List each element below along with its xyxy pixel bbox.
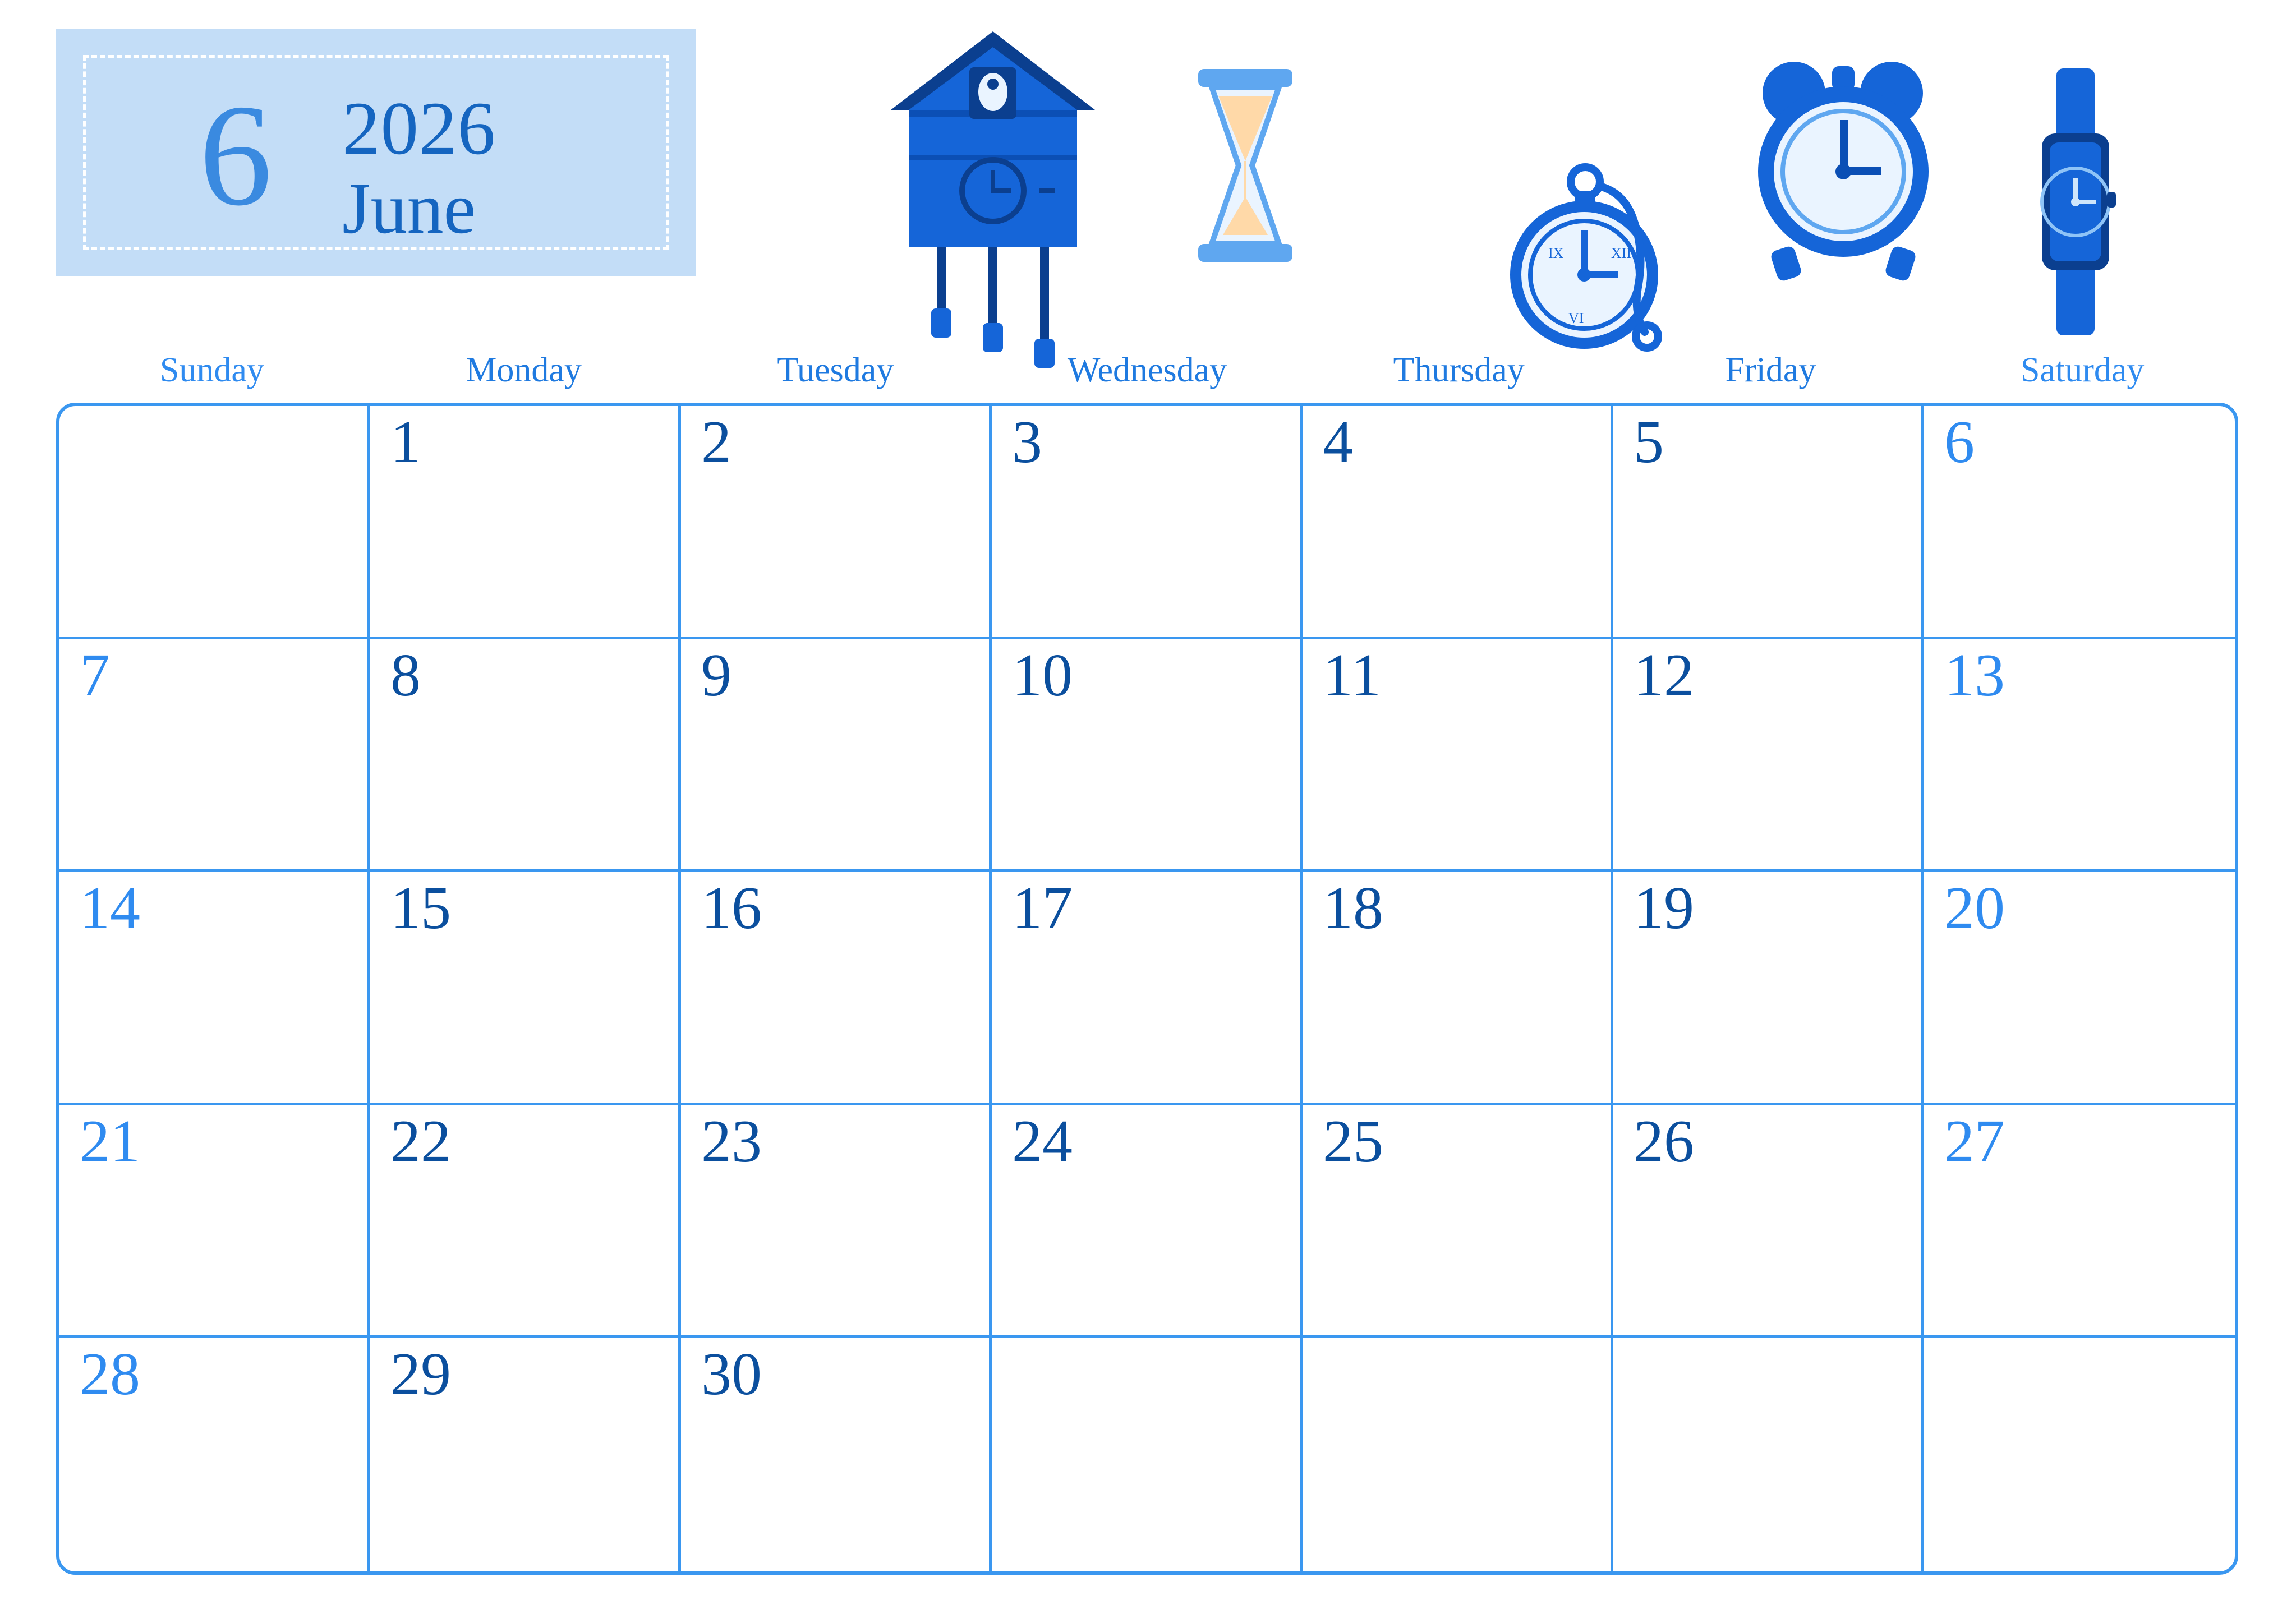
day-number: 13	[1944, 642, 2005, 709]
day-number: 3	[1012, 409, 1042, 476]
year-label: 2026	[342, 87, 496, 170]
day-number: 1	[390, 409, 421, 476]
month-number: 6	[199, 75, 272, 236]
day-cell[interactable]	[992, 1105, 1303, 1339]
day-number: 8	[390, 642, 421, 709]
weekday-label-friday: Friday	[1725, 351, 1816, 389]
day-cell[interactable]	[1924, 406, 2235, 639]
calendar-grid	[56, 403, 2238, 1575]
day-number: 6	[1944, 409, 1975, 476]
alarm-clock-illustration	[1745, 50, 1941, 286]
day-number: 24	[1012, 1108, 1073, 1175]
day-cell[interactable]	[1613, 406, 1924, 639]
day-number: 16	[701, 875, 762, 942]
day-cell[interactable]	[1613, 639, 1924, 873]
hourglass-illustration	[1189, 64, 1301, 266]
day-number: 12	[1634, 642, 1694, 709]
day-cell[interactable]	[59, 639, 370, 873]
day-cell[interactable]	[1303, 1338, 1613, 1571]
wristwatch-illustration	[2019, 62, 2132, 342]
day-cell[interactable]	[1924, 1338, 2235, 1571]
day-number: 25	[1323, 1108, 1383, 1175]
day-number: 11	[1323, 642, 1381, 709]
day-cell[interactable]	[992, 639, 1303, 873]
day-number: 14	[80, 875, 140, 942]
day-cell[interactable]	[59, 1338, 370, 1571]
day-cell[interactable]	[681, 1105, 992, 1339]
day-cell[interactable]	[1613, 872, 1924, 1105]
day-cell[interactable]	[992, 406, 1303, 639]
day-cell[interactable]	[1613, 1338, 1924, 1571]
day-cell[interactable]	[681, 406, 992, 639]
day-number: 4	[1323, 409, 1353, 476]
day-cell[interactable]	[992, 1338, 1303, 1571]
weekday-label-wednesday: Wednesday	[1067, 351, 1227, 389]
day-cell[interactable]	[1303, 872, 1613, 1105]
day-cell[interactable]	[992, 872, 1303, 1105]
day-number: 23	[701, 1108, 762, 1175]
day-number: 19	[1634, 875, 1694, 942]
illustration-band	[841, 17, 2216, 353]
day-cell[interactable]	[370, 1105, 681, 1339]
day-number: 7	[80, 642, 110, 709]
day-cell[interactable]	[59, 872, 370, 1105]
svg-text:XII: XII	[1611, 245, 1632, 261]
day-cell[interactable]	[1303, 639, 1613, 873]
weekday-label-monday: Monday	[466, 351, 582, 389]
day-cell[interactable]	[1924, 1105, 2235, 1339]
day-number: 15	[390, 875, 451, 942]
month-name-label: June	[342, 168, 476, 249]
day-number: 18	[1323, 875, 1383, 942]
weekday-label-saturday: Saturday	[2020, 351, 2145, 389]
day-cell[interactable]	[681, 639, 992, 873]
day-cell[interactable]	[370, 406, 681, 639]
day-number: 17	[1012, 875, 1073, 942]
day-number: 9	[701, 642, 731, 709]
day-number: 28	[80, 1341, 140, 1408]
day-cell[interactable]	[1613, 1105, 1924, 1339]
weekday-label-sunday: Sunday	[159, 351, 264, 389]
svg-text:IX: IX	[1548, 245, 1564, 261]
day-number: 22	[390, 1108, 451, 1175]
weekday-label-thursday: Thursday	[1393, 351, 1525, 389]
day-number: 26	[1634, 1108, 1694, 1175]
day-number: 30	[701, 1341, 762, 1408]
weekday-label-tuesday: Tuesday	[777, 351, 894, 389]
day-cell[interactable]	[370, 639, 681, 873]
day-cell[interactable]	[59, 406, 370, 639]
day-cell[interactable]	[1924, 639, 2235, 873]
day-number: 10	[1012, 642, 1073, 709]
cuckoo-clock-illustration	[875, 22, 1111, 370]
day-number: 29	[390, 1341, 451, 1408]
day-cell[interactable]	[681, 872, 992, 1105]
day-cell[interactable]	[1303, 406, 1613, 639]
day-number: 27	[1944, 1108, 2005, 1175]
day-number: 21	[80, 1108, 140, 1175]
day-cell[interactable]	[1303, 1105, 1613, 1339]
day-cell[interactable]	[681, 1338, 992, 1571]
svg-text:VI: VI	[1568, 310, 1584, 326]
day-cell[interactable]	[370, 872, 681, 1105]
month-badge	[56, 29, 696, 276]
pocket-watch-illustration	[1503, 112, 1694, 376]
day-number: 2	[701, 409, 731, 476]
day-cell[interactable]	[59, 1105, 370, 1339]
day-number: 5	[1634, 409, 1664, 476]
day-cell[interactable]	[1924, 872, 2235, 1105]
weekday-header-row	[56, 348, 2238, 393]
day-cell[interactable]	[370, 1338, 681, 1571]
day-number: 20	[1944, 875, 2005, 942]
